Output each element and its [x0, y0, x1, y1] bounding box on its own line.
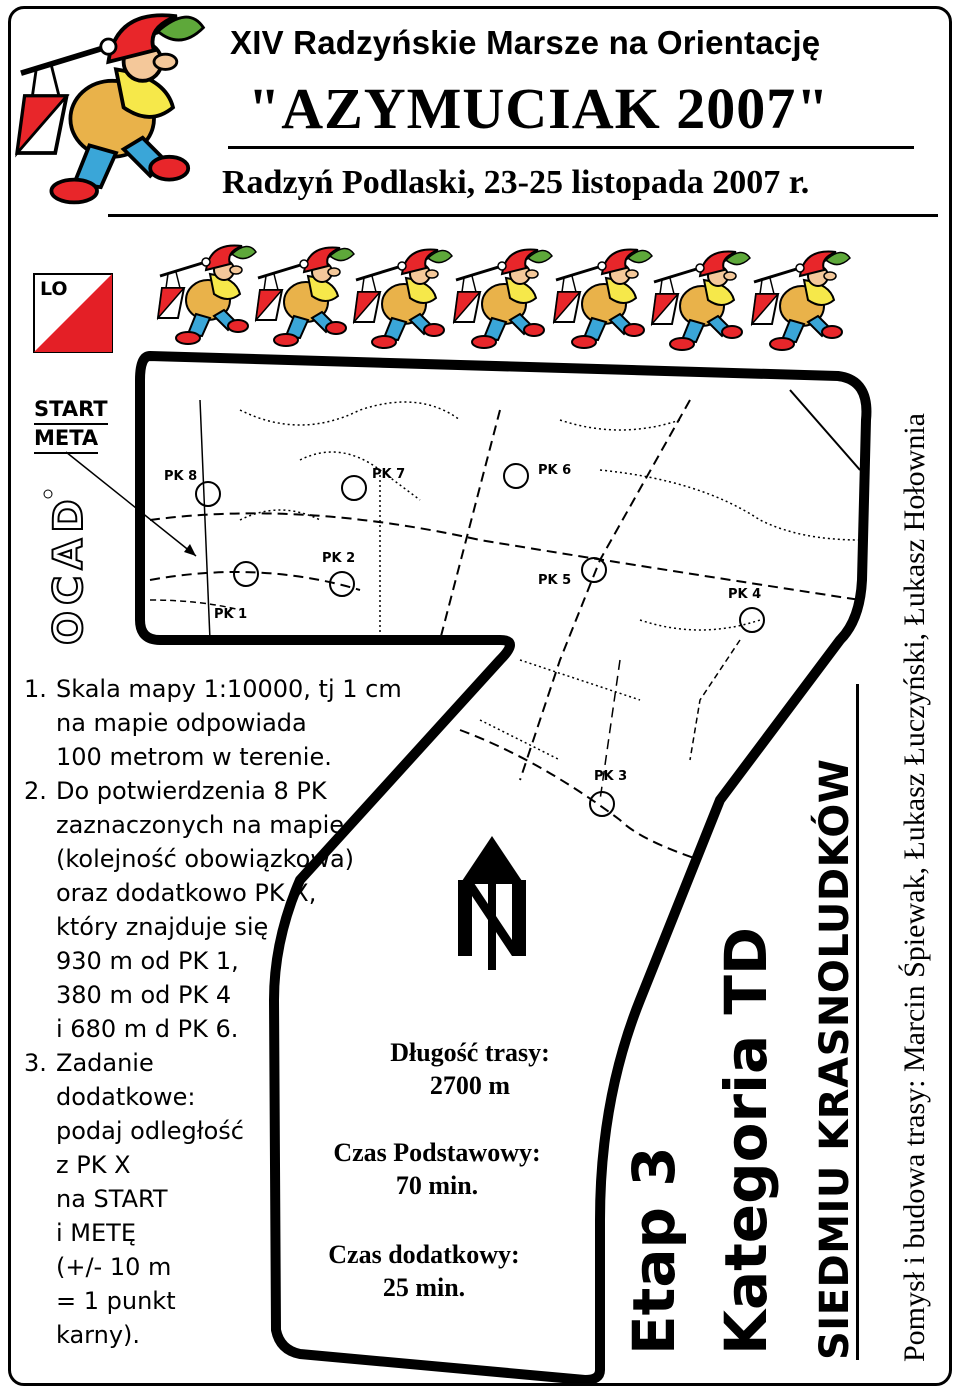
- pk7-label: PK 7: [372, 467, 406, 482]
- category-label: Kategoria TD: [712, 926, 780, 1355]
- length-label: Długość trasy:: [390, 1038, 550, 1067]
- length-value: 2700 m: [429, 1071, 511, 1100]
- event-place-date: Radzyń Podlaski, 23-25 listopada 2007 r.: [222, 164, 810, 201]
- rule-number: 3.: [24, 1049, 47, 1077]
- pk2-label: PK 2: [322, 551, 356, 566]
- gnome-row-icon: [158, 246, 850, 351]
- route-name: SIEDMIU KRASNOLUDKÓW: [812, 758, 858, 1360]
- pk8-label: PK 8: [164, 469, 198, 484]
- rule-item: [24, 672, 402, 774]
- event-name: "AZYMUCIAK 2007": [248, 76, 830, 141]
- lo-logo-text: LO: [40, 278, 68, 300]
- extra-time-value: 25 min.: [382, 1273, 466, 1302]
- gnome-mascot-icon: [17, 15, 203, 202]
- start-label: START: [34, 396, 108, 425]
- pk6-label: PK 6: [538, 463, 572, 478]
- length-info: [350, 1036, 590, 1102]
- base-time-value: 70 min.: [395, 1171, 479, 1200]
- start-meta-label: [34, 396, 108, 454]
- extra-time-label: Czas dodatkowy:: [328, 1240, 520, 1269]
- rule-text: Zadanie dodatkowe: podaj odległość z PK X na START i METĘ (+/- 10 m = 1 punkt karny).: [56, 1049, 244, 1349]
- rule-item: [24, 774, 402, 1046]
- ocad-logo: OCAD: [46, 493, 92, 645]
- extra-time-info: [284, 1238, 564, 1304]
- pk3-label: PK 3: [594, 769, 628, 784]
- rule-text: Skala mapy 1:10000, tj 1 cm na mapie odpowiada 100 metrom w terenie.: [56, 675, 402, 771]
- stage-label: Etap 3: [620, 1146, 688, 1355]
- rule-number: 2.: [24, 777, 47, 805]
- rule-number: 1.: [24, 675, 47, 703]
- event-title: XIV Radzyńskie Marsze na Orientację: [230, 24, 821, 61]
- base-time-info: [292, 1136, 582, 1202]
- authors-credit: Pomysł i budowa trasy: Marcin Śpiewak, Łukasz Łuczyński, Łukasz Hołownia: [898, 413, 931, 1362]
- pk1-label: PK 1: [214, 607, 248, 622]
- rule-text: Do potwierdzenia 8 PK zaznaczonych na mapie (kolejność obowiązkowa) oraz dodatkowo PK X, który znajduje się 930 m od PK 1, 380 m od PK 4 i 680 m d PK 6.: [56, 777, 355, 1043]
- base-time-label: Czas Podstawowy:: [333, 1138, 541, 1167]
- meta-label: META: [34, 425, 98, 454]
- pk5-label: PK 5: [538, 573, 572, 588]
- north-arrow-icon: [458, 836, 526, 970]
- pk4-label: PK 4: [728, 587, 762, 602]
